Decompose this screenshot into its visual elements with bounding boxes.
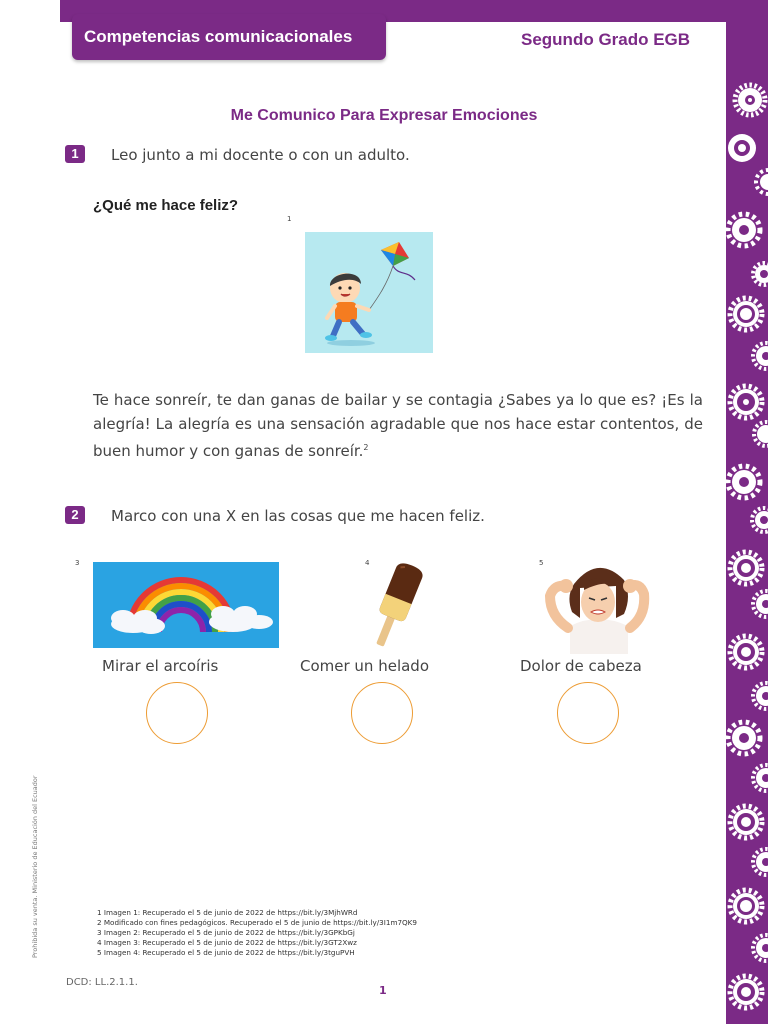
decorative-sidebar: [726, 0, 768, 1024]
paragraph-footnote-ref: 2: [363, 443, 369, 452]
rainbow-image: [93, 562, 279, 648]
option-headache-checkbox[interactable]: [557, 682, 619, 744]
activity-1-number: 1: [65, 145, 85, 163]
headache-image: [540, 556, 658, 654]
activity-2-instruction: Marco con una X en las cosas que me hacen feliz.: [111, 507, 485, 525]
image-5-ref: 5: [539, 559, 544, 567]
option-icecream-label: Comer un helado: [300, 657, 430, 675]
ice-cream-image: [360, 562, 440, 650]
joy-paragraph-text: Te hace sonreír, te dan ganas de bailar y se contagia ¿Sabes ya lo que es? ¡Es la alegría! La alegría es una sensación agradable que nos hace estar contentos, de buen humor y con ganas de sonreír.: [93, 391, 703, 460]
footnotes: [97, 908, 417, 958]
activity-1-instruction: Leo junto a mi docente o con un adulto.: [111, 146, 410, 164]
footnote-3: 3 Imagen 2: Recuperado el 5 de junio de 2022 de https://bit.ly/3GPKbGj: [97, 928, 355, 937]
kite-boy-image: [305, 232, 433, 353]
option-rainbow-checkbox[interactable]: [146, 682, 208, 744]
activity-2-number: 2: [65, 506, 85, 524]
sale-prohibited-note: Prohibida su venta. Ministerio de Educación del Ecuador: [31, 775, 39, 958]
option-headache-label: Dolor de cabeza: [520, 657, 642, 675]
image-4-ref: 4: [365, 559, 370, 567]
page-number: 1: [379, 984, 387, 997]
footnote-4: 4 Imagen 3: Recuperado el 5 de junio de 2022 de https://bit.ly/3GT2Xwz: [97, 938, 357, 947]
option-rainbow-label: Mirar el arcoíris: [102, 657, 219, 675]
footnote-2: 2 Modificado con fines pedagógicos. Recuperado el 5 de junio de https://bit.ly/3I1m7QK9: [97, 918, 417, 927]
grade-label: Segundo Grado EGB: [521, 30, 691, 49]
footnote-1: 1 Imagen 1: Recuperado el 5 de junio de 2022 de https://bit.ly/3MjhWRd: [97, 908, 358, 917]
image-1-ref: 1: [287, 215, 292, 223]
dcd-code: DCD: LL.2.1.1.: [66, 977, 138, 988]
gear-pattern: [726, 0, 768, 1024]
footnote-5: 5 Imagen 4: Recuperado el 5 de junio de 2022 de https://bit.ly/3tguPVH: [97, 948, 355, 957]
page-title: Me Comunico Para Expresar Emociones: [230, 107, 538, 124]
question-heading: ¿Qué me hace feliz?: [93, 197, 239, 214]
option-icecream-checkbox[interactable]: [351, 682, 413, 744]
section-tab: Competencias comunicacionales: [72, 14, 386, 60]
image-3-ref: 3: [75, 559, 80, 567]
joy-paragraph: [93, 388, 703, 463]
